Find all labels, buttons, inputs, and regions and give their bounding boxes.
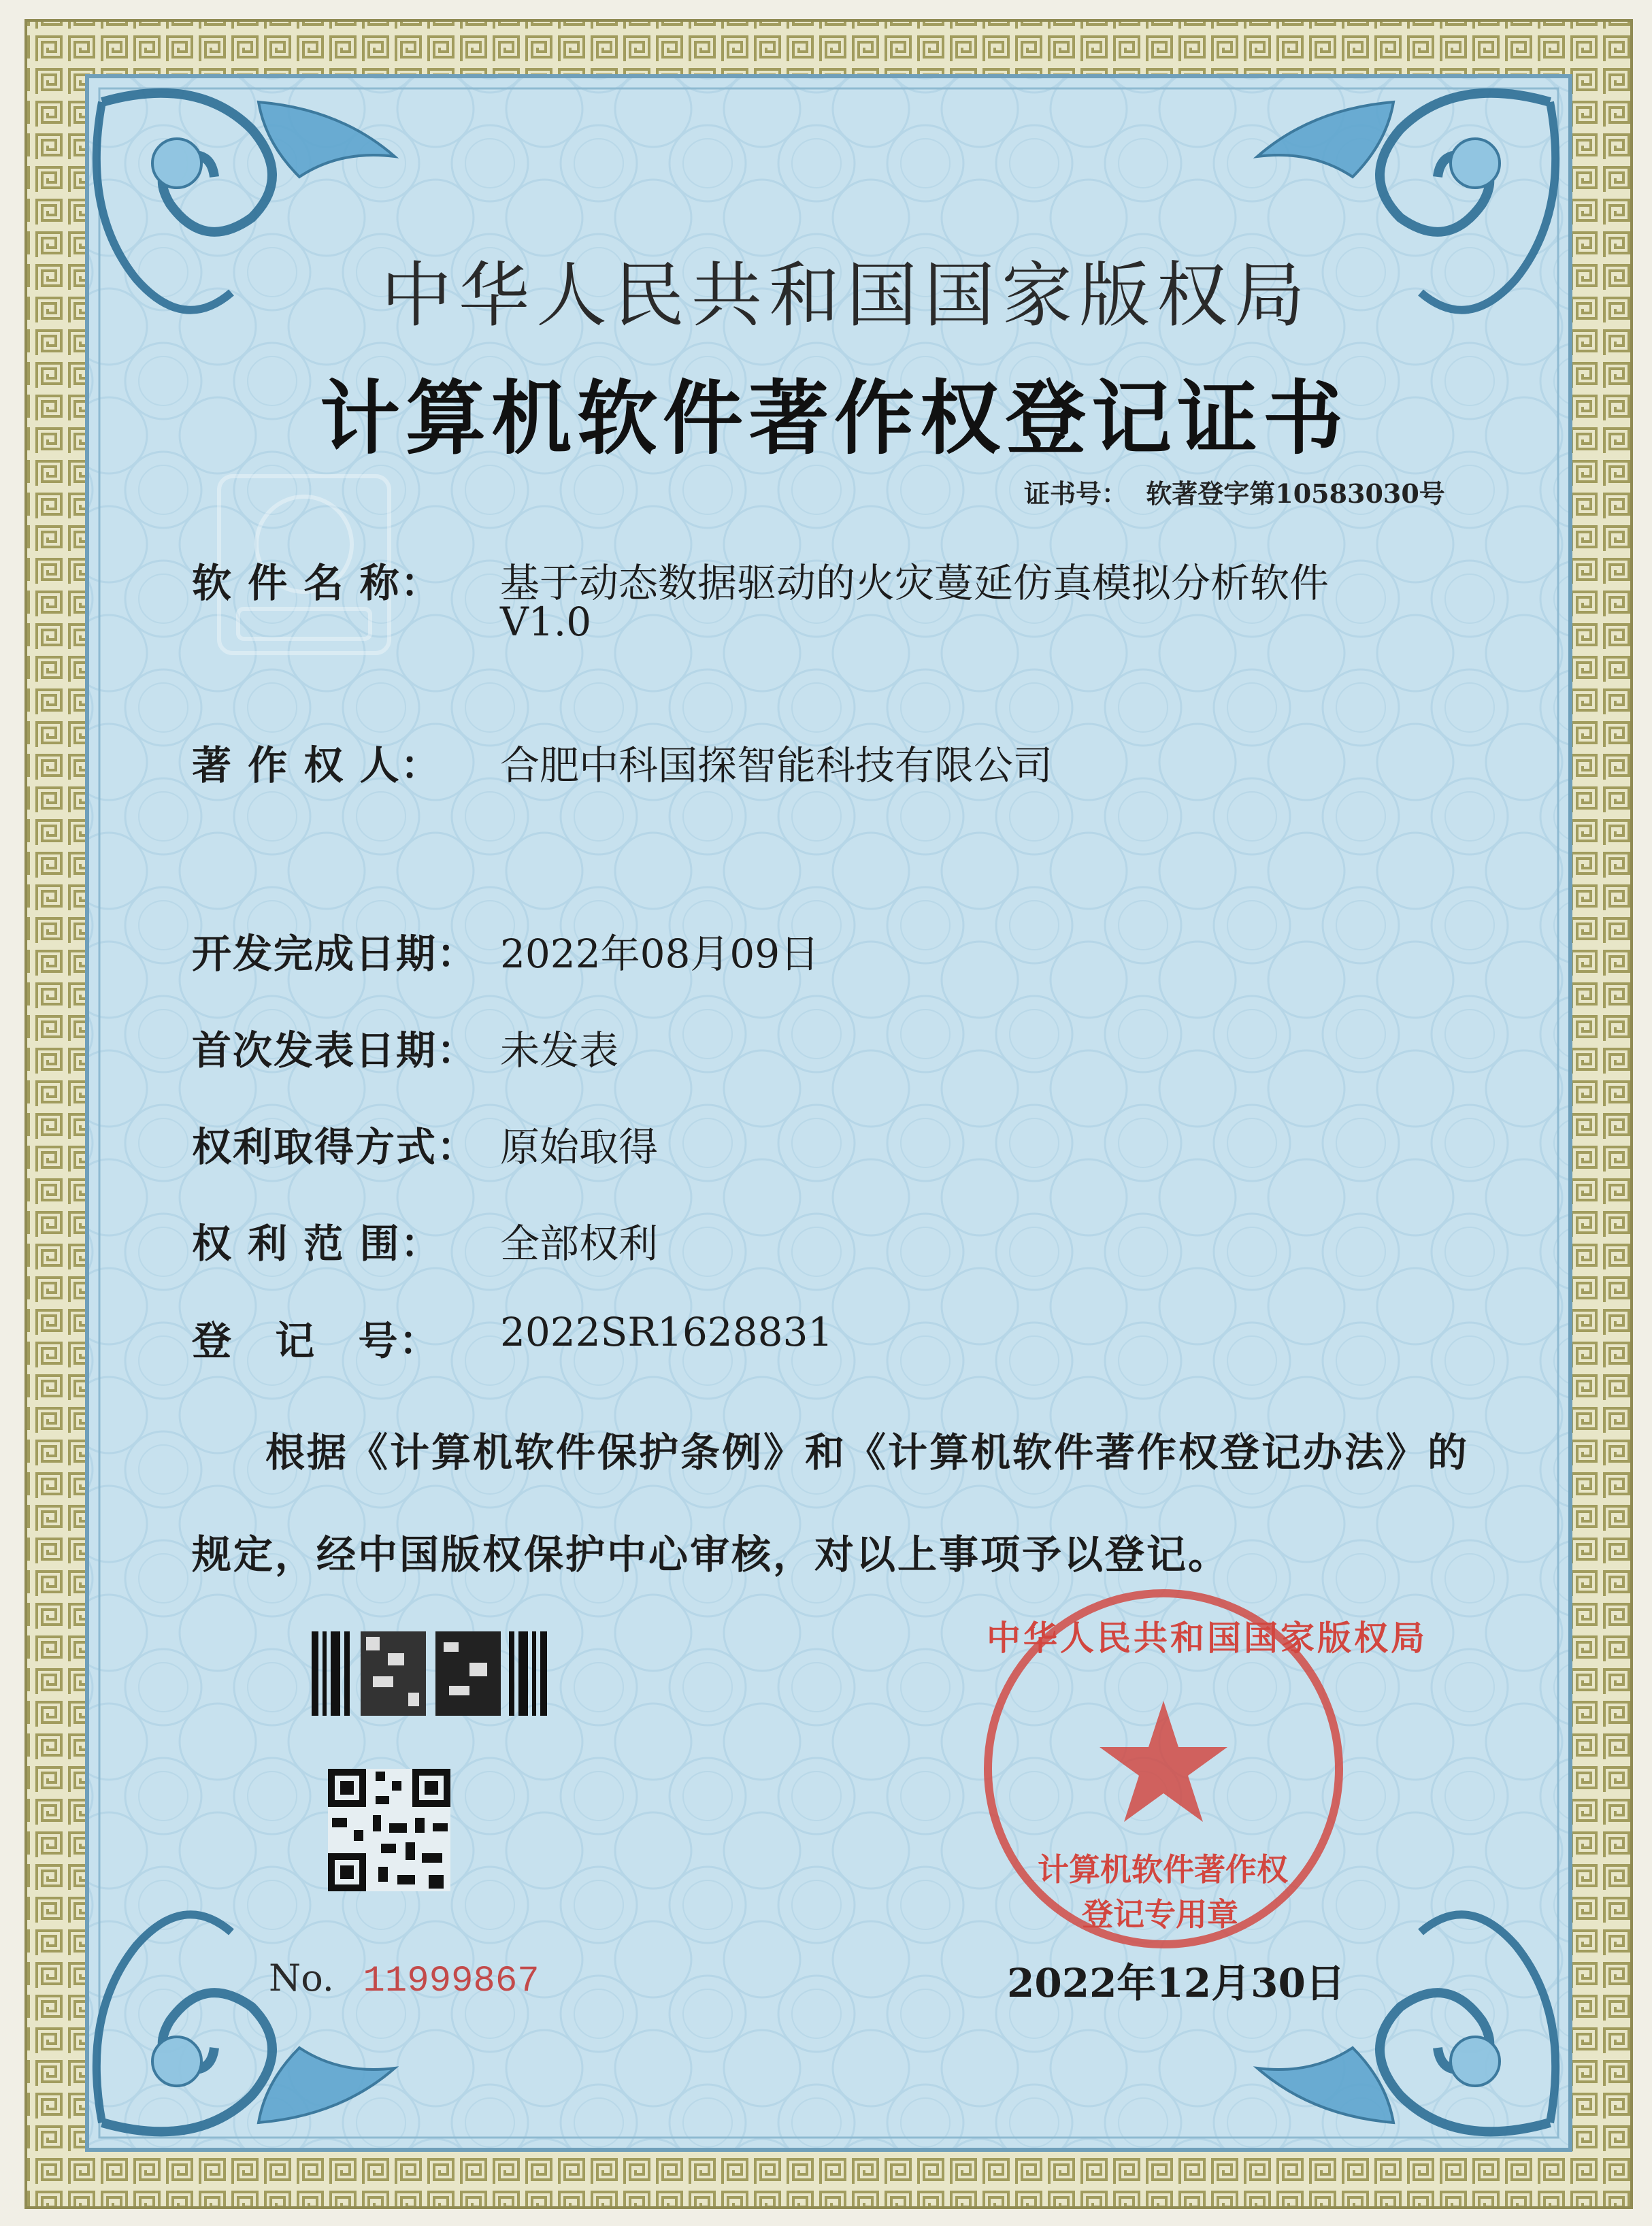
label-software-name: 软 件 名 称： (192, 560, 442, 606)
serial-prefix: No. (269, 1957, 334, 1999)
value-software-version: V1.0 (500, 599, 592, 645)
statement-line-2: 规定，经中国版权保护中心审核，对以上事项予以登记。 (192, 1531, 1230, 1578)
issuing-authority: 中华人民共和国国家版权局 (381, 254, 1312, 337)
seal-outer-text (987, 1611, 1427, 1660)
serial-value: 11999867 (363, 1961, 540, 2002)
issue-date: 2022年12月30日 (1007, 1960, 1345, 2006)
label-rights-acquisition: 权利取得方式： (192, 1124, 478, 1170)
certificate-title: 计算机软件著作权登记证书 (320, 371, 1349, 465)
value-registration-no: 2022SR1628831 (500, 1309, 833, 1355)
seal-outer-text-value: 中华人民共和国国家版权局 (987, 1618, 1427, 1658)
certificate-number-value: 软著登字第10583030号 (1146, 478, 1445, 509)
certificate-number (1024, 473, 1445, 510)
value-copyright-owner: 合肥中科国探智能科技有限公司 (500, 742, 1053, 788)
serial-number (269, 1957, 540, 2002)
value-first-publication-date: 未发表 (500, 1027, 619, 1074)
label-copyright-owner: 著 作 权 人： (192, 742, 442, 788)
statement-line-1: 根据《计算机软件保护条例》和《计算机软件著作权登记办法》的 (265, 1429, 1470, 1476)
label-first-publication-date: 首次发表日期： (192, 1027, 478, 1074)
certificate-number-label: 证书号： (1024, 478, 1128, 509)
seal-inner-line-2: 登记专用章 (1082, 1896, 1238, 1933)
qr-code (328, 1769, 450, 1891)
value-rights-acquisition: 原始取得 (500, 1124, 659, 1170)
value-rights-scope: 全部权利 (500, 1220, 659, 1267)
value-software-name: 基于动态数据驱动的火灾蔓延仿真模拟分析软件 (500, 560, 1329, 606)
label-rights-scope: 权 利 范 围： (192, 1220, 442, 1267)
label-registration-no: 登 记 号： (192, 1318, 440, 1364)
value-dev-completion-date: 2022年08月09日 (500, 931, 820, 977)
seal-inner-line-1: 计算机软件著作权 (1038, 1851, 1288, 1888)
label-dev-completion-date: 开发完成日期： (192, 931, 478, 977)
